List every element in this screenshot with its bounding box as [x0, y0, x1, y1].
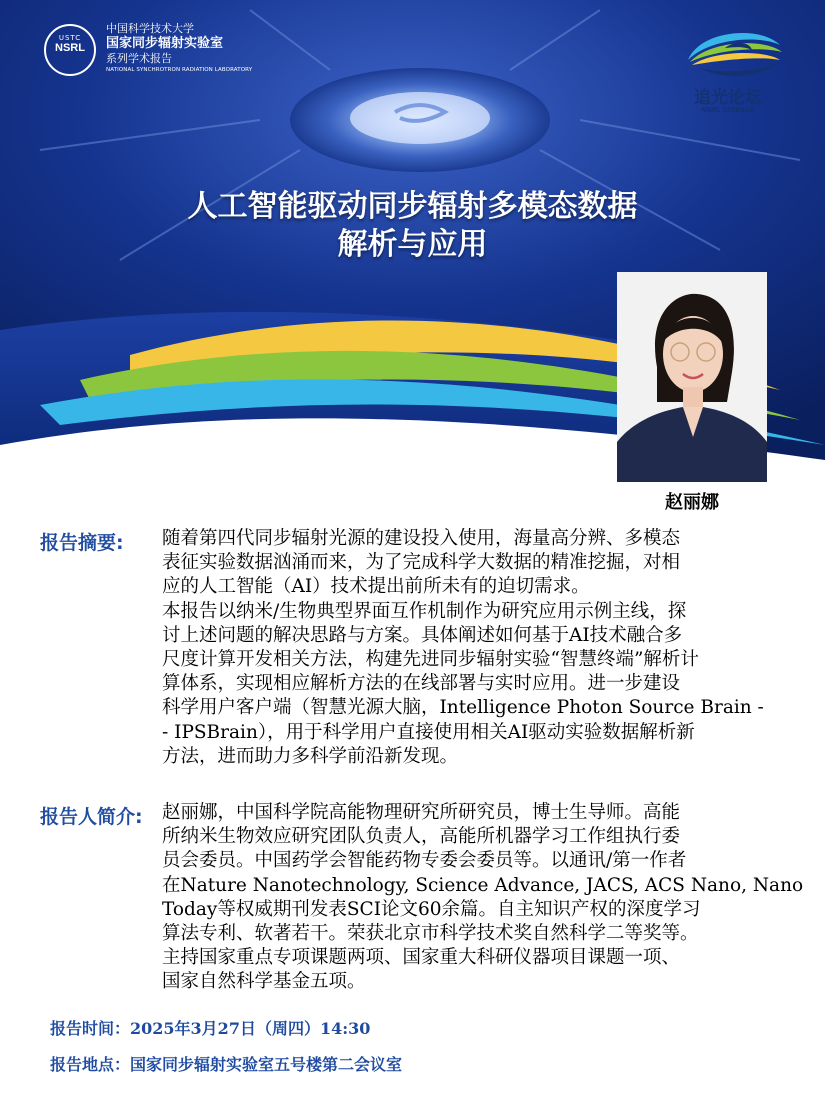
- org-line-3: 系列学术报告: [106, 52, 172, 65]
- bio-label: 报告人简介:: [40, 806, 143, 828]
- seminar-logo: [680, 20, 790, 120]
- time-value: 2025年3月27日（周四）14:30: [130, 1019, 371, 1038]
- bio-line: Today等权威期刊发表SCI论文60余篇。自主知识产权的深度学习: [162, 898, 701, 920]
- venue-row: [50, 1052, 402, 1075]
- seminar-emblem-icon: [680, 20, 790, 90]
- org-name: [106, 22, 252, 74]
- bio-line: 员会委员。中国药学会智能药物专委会委员等。以通讯/第一作者: [162, 850, 687, 872]
- abstract-line: 科学用户客户端（智慧光源大脑，Intelligence Photon Source Brain -: [162, 697, 764, 719]
- bio-line: 赵丽娜，中国科学院高能物理研究所研究员，博士生导师。高能: [162, 802, 681, 823]
- speaker-photo: [617, 272, 767, 482]
- title-line-1: 人工智能驱动同步辐射多模态数据: [187, 189, 638, 224]
- seminar-chinese-name: 追光论坛: [694, 88, 762, 108]
- time-label: 报告时间：: [50, 1019, 131, 1038]
- abstract-line: 算体系，实现相应解析方法的在线部署与实时应用。进一步建设: [162, 673, 681, 695]
- abstract-line: 表征实验数据汹涌而来，为了完成科学大数据的精准挖掘，对相: [162, 552, 681, 574]
- seminar-english-name: NSRL SEMINAR: [701, 107, 755, 114]
- venue-value: 国家同步辐射实验室五号楼第二会议室: [130, 1055, 403, 1074]
- bio-text: [162, 801, 803, 995]
- speaker-portrait-icon: [617, 272, 767, 482]
- abstract-line: 本报告以纳米/生物典型界面互作机制作为研究应用示例主线，探: [162, 600, 687, 622]
- page-title: [100, 188, 725, 264]
- abstract-line: 方法，进而助力多科学前沿新发现。: [162, 745, 459, 767]
- bio-line: 国家自然科学基金五项。: [162, 971, 366, 993]
- abstract-label: 报告摘要:: [40, 532, 124, 554]
- speaker-name: 赵丽娜: [665, 492, 719, 513]
- bio-line: 在Nature Nanotechnology, Science Advance, JACS, ACS Nano, Nano: [162, 874, 804, 896]
- bio-line: 所纳米生物效应研究团队负责人，高能所机器学习工作组执行委: [162, 826, 681, 848]
- org-english: NATIONAL SYNCHROTRON RADIATION LABORATORY: [106, 67, 253, 73]
- venue-label: 报告地点：: [50, 1055, 131, 1074]
- bio-line: 算法专利、软著若干。荣获北京市科学技术奖自然科学二等奖等。: [162, 923, 699, 945]
- time-row: [50, 1016, 370, 1039]
- org-line-1: 中国科学技术大学: [106, 22, 194, 35]
- title-line-2: 解析与应用: [337, 227, 488, 262]
- abstract-line: 尺度计算开发相关方法，构建先进同步辐射实验“智慧终端”解析计: [162, 649, 699, 671]
- abstract-line: - IPSBrain），用于科学用户直接使用相关AI驱动实验数据解析新: [162, 721, 695, 743]
- nsrl-emblem: [44, 24, 96, 76]
- logo-main-text: NSRL: [55, 42, 85, 54]
- abstract-text: [162, 527, 764, 769]
- org-line-2: 国家同步辐射实验室: [106, 36, 224, 51]
- nsrl-logo: [44, 20, 254, 80]
- abstract-line: 讨上述问题的解决思路与方案。具体阐述如何基于AI技术融合多: [162, 624, 683, 646]
- logo-top-text: USTC: [58, 34, 82, 42]
- abstract-line: 应的人工智能（AI）技术提出前所未有的迫切需求。: [162, 576, 590, 598]
- bio-line: 主持国家重点专项课题两项、国家重大科研仪器项目课题一项、: [162, 947, 681, 969]
- abstract-line: 随着第四代同步辐射光源的建设投入使用，海量高分辨、多模态: [162, 528, 681, 549]
